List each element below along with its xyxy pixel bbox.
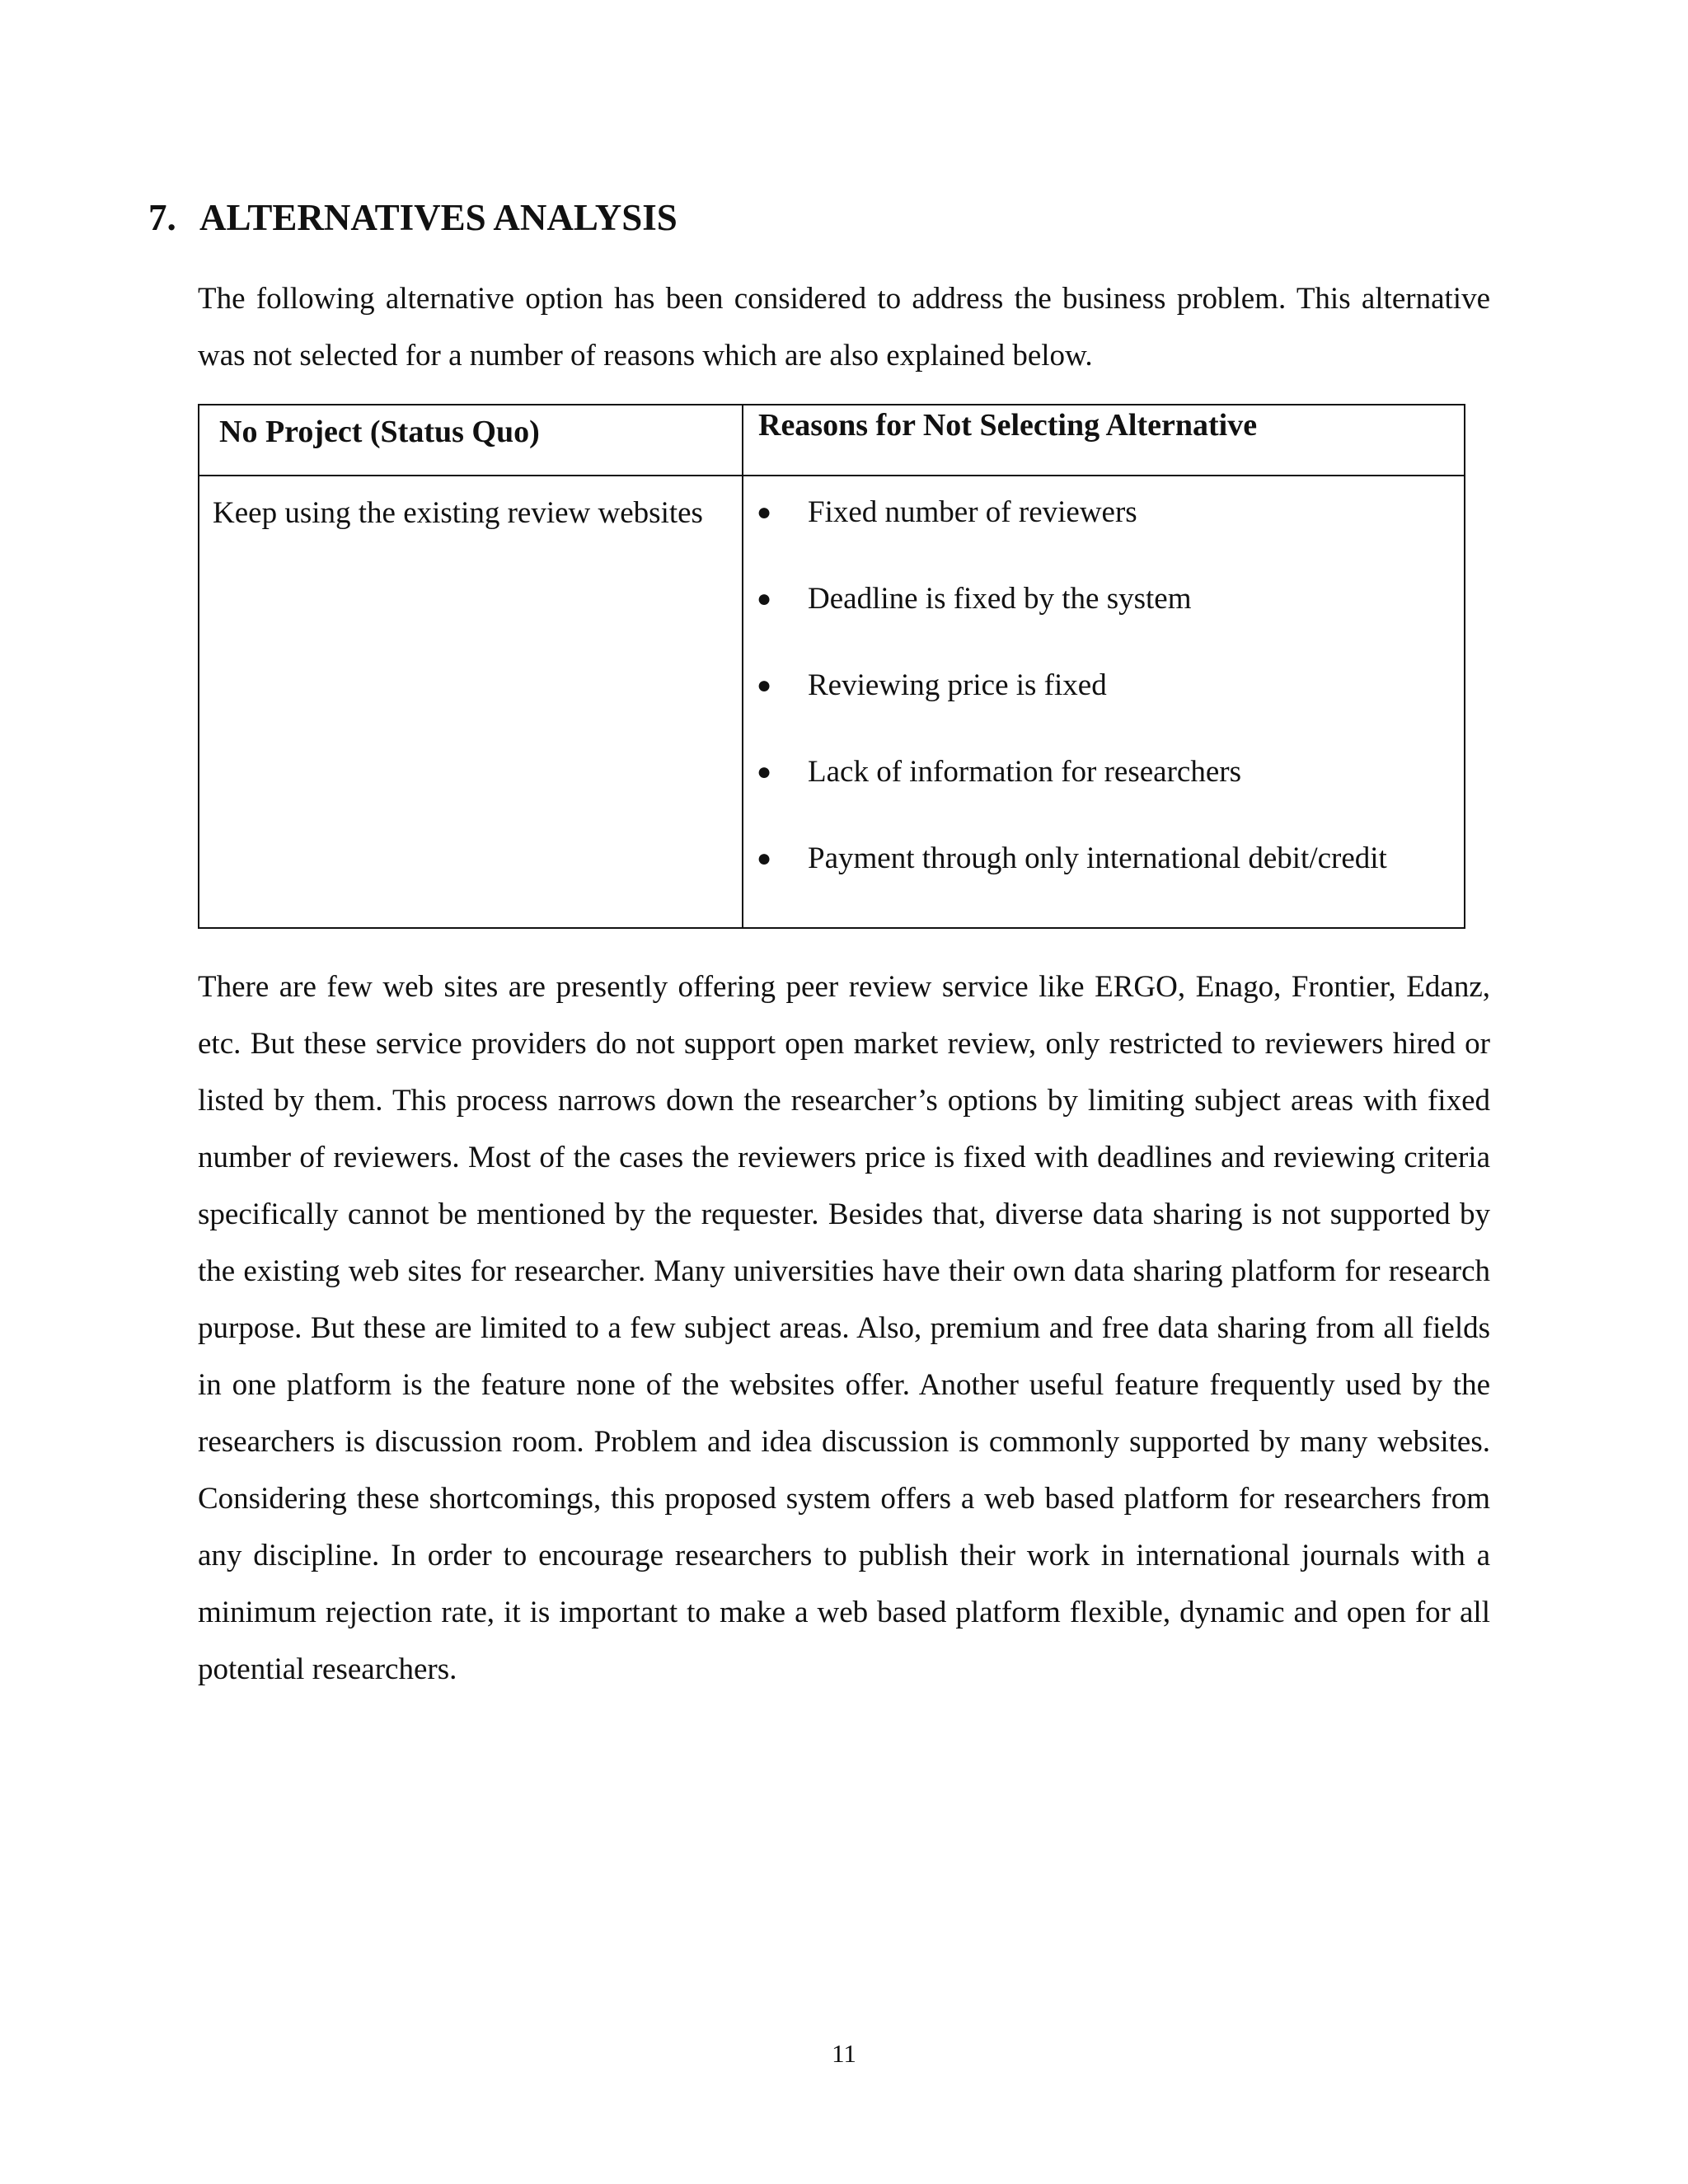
- body-paragraph: There are few web sites are presently offering peer review service like ERGO, Enago, Frontier, Edanz, etc. But these service providers do not support open market review, only restricted to reviewers hired or listed by them. This process narrows down the researcher’s options by limiting subject areas with fixed number of reviewers. Most of the cases the reviewers price is fixed with deadlines and reviewing criteria specifically cannot be mentioned by the requester. Besides that, diverse data sharing is not supported by the existing web sites for researcher. Many universities have their own data sharing platform for research purpose. But these are limited to a few subject areas. Also, premium and free data sharing from all fields in one platform is the feature none of the websites offer. Another useful feature frequently used by the researchers is discussion room. Problem and idea discussion is commonly supported by many websites. Considering these shortcomings, this proposed system offers a web based platform for researchers from any discipline. In order to encourage researchers to publish their work in international journals with a minimum rejection rate, it is important to make a web based platform flexible, dynamic and open for all potential researchers.: [198, 970, 1490, 1686]
- page-number: 11: [832, 2039, 856, 2068]
- table-row: [199, 476, 1465, 928]
- list-item: ● Reviewing price is fixed: [757, 668, 1107, 702]
- bullet-icon: ●: [757, 585, 772, 612]
- bullet-icon: ●: [757, 845, 772, 872]
- list-item: ● Lack of information for researchers: [757, 755, 1241, 789]
- bullet-icon: ●: [757, 499, 772, 526]
- intro-paragraph: The following alternative option has been considered to address the business problem. This alternative was not selected for a number of reasons which are also explained below.: [198, 282, 1490, 373]
- header-cell-reasons: Reasons for Not Selecting Alternative: [743, 405, 1465, 476]
- table-header-row: [199, 405, 1465, 476]
- list-item: ● Payment through only international debit/credit: [757, 841, 1387, 875]
- alternative-cell: [199, 476, 743, 928]
- reasons-list: [743, 476, 1464, 927]
- list-item: ● Deadline is fixed by the system: [757, 582, 1192, 616]
- bullet-icon: ●: [757, 758, 772, 785]
- section-heading: [148, 196, 678, 239]
- section-title: ALTERNATIVES ANALYSIS: [199, 197, 678, 238]
- list-item: ● Fixed number of reviewers: [757, 495, 1137, 529]
- bullet-icon: ●: [757, 672, 772, 699]
- alternatives-table: [198, 404, 1465, 929]
- alternative-text: Keep using the existing review websites: [213, 496, 703, 530]
- reasons-cell: [743, 476, 1465, 928]
- section-number: 7.: [148, 197, 176, 238]
- header-cell-status-quo: No Project (Status Quo): [199, 405, 743, 476]
